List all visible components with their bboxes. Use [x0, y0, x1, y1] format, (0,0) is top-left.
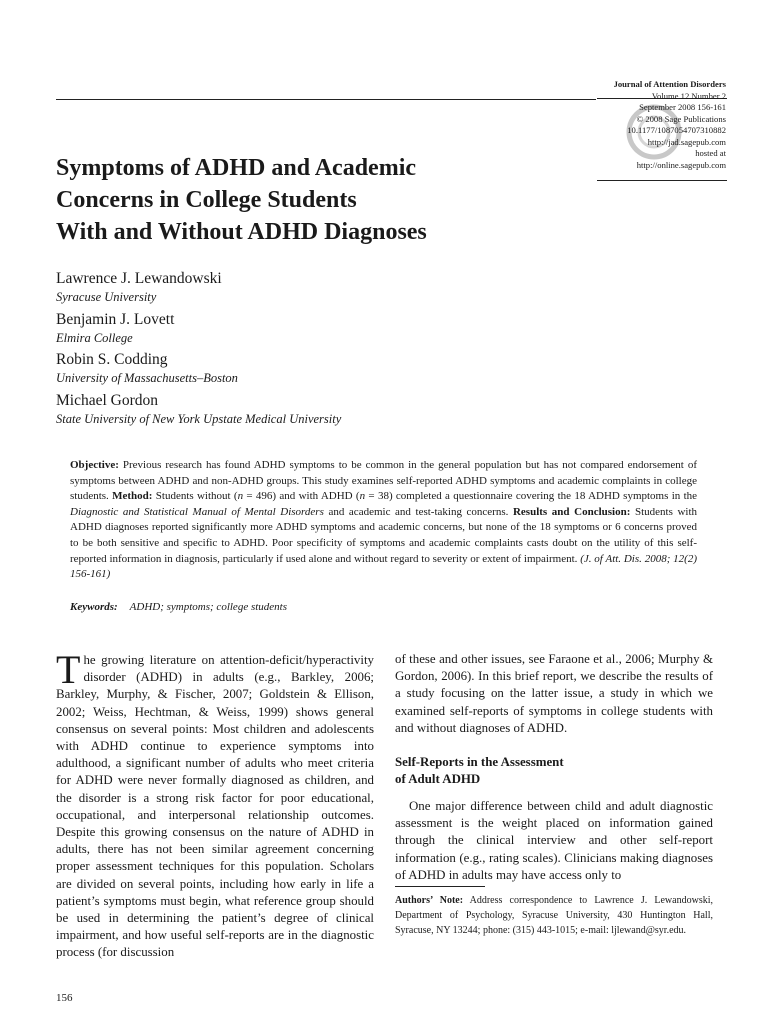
- journal-name: Journal of Attention Disorders: [613, 79, 726, 89]
- author-name: Robin S. Codding: [56, 351, 168, 368]
- section-heading: [395, 754, 713, 788]
- abstract-n-variable: n: [359, 490, 366, 503]
- article-title-line: Symptoms of ADHD and Academic: [56, 155, 417, 181]
- abstract-method-text: Students without (: [152, 490, 238, 503]
- abstract-n-value: = 496) and with ADHD (: [243, 490, 360, 503]
- abstract-n-variable: n: [237, 490, 244, 503]
- author-affiliation: State University of New York Upstate Medical University: [56, 412, 342, 426]
- page-number: 156: [56, 992, 73, 1004]
- journal-volume: Volume 12 Number 2: [651, 90, 726, 101]
- author-name: Michael Gordon: [56, 392, 159, 409]
- abstract-dsm-title: Diagnostic and Statistical Manual of Mental Disorders: [70, 505, 324, 518]
- author-name: Lawrence J. Lewandowski: [56, 270, 222, 287]
- keywords-values: ADHD; symptoms; college students: [129, 601, 288, 613]
- abstract-n-value: = 38) completed a questionnaire covering the 18 ADHD symptoms in the: [365, 490, 698, 503]
- authors-note-label: Authors’ Note:: [395, 895, 464, 906]
- authors-note-text: Address correspondence to Lawrence J. Lewandowski, Department of Psychology, Syracuse University, 430 Huntington Hall, Syracuse, NY 13244; phone: (315) 443-1015; e-mail: ljlewand@syr.edu.: [395, 895, 713, 936]
- article-title-line: With and Without ADHD Diagnoses: [56, 219, 427, 245]
- author-name: Benjamin J. Lovett: [56, 311, 175, 328]
- journal-date-pages: September 2008 156-161: [639, 102, 726, 112]
- section-heading-line: Self-Reports in the Assessment: [395, 755, 564, 769]
- header-rule: [56, 99, 596, 100]
- journal-block-bottom-rule: [597, 180, 727, 181]
- body-right-column: of these and other issues, see Faraone et al., 2006; Murphy & Gordon, 2006). In this brief report, we describe the results of a study focusing on the latter issue, a study in which we examined self-reports of symptoms in college students with and without diagnoses of ADHD.: [395, 652, 713, 735]
- author-affiliation: University of Massachusetts–Boston: [56, 371, 238, 385]
- journal-hosted-at: hosted at: [695, 148, 726, 158]
- abstract-results-text: Students with ADHD diagnoses reported significantly more ADHD symptoms and academic concerns, but none of the 18 symptoms or 6 concerns proved to be both sensitive and specific to ADHD. Poor specificity of symptoms and academic complaints casts doubt on the utility of this self-reported information in diagnosis, particularly if used alone and without regard to severity or extent of impairment.: [70, 505, 698, 565]
- journal-info-block: [556, 79, 726, 171]
- section-heading-line: of Adult ADHD: [395, 772, 481, 787]
- article-title-line: Concerns in College Students: [56, 187, 357, 213]
- journal-copyright: © 2008 Sage Publications: [636, 113, 726, 124]
- abstract-objective-text: Previous research has found ADHD symptoms to be common in the general population but has not compared endorsement of symptoms between ADHD and non-ADHD groups. This study examines self-reported ADHD symptoms and academic complaints in college students.: [70, 459, 697, 503]
- author-affiliation: Elmira College: [56, 331, 133, 345]
- abstract-objective-label: Objective:: [70, 459, 119, 471]
- abstract-results-label: Results and Conclusion:: [512, 505, 631, 518]
- body-paragraph: One major difference between child and adult diagnostic assessment is the weight placed on information gained through the clinical interview and other self-report information (e.g., rating scales). Clinicians making diagnoses of ADHD in adults may have access only to: [395, 799, 713, 882]
- footnote-rule: [395, 886, 485, 887]
- journal-url-link[interactable]: http://jad.sagepub.com: [647, 136, 726, 147]
- abstract-citation: (J. of Att. Dis. 2008; 12(2) 156-161): [70, 552, 697, 581]
- body-paragraph: he growing literature on attention-deficit/hyperactivity disorder (ADHD) in adults (e.g., Barkley, 2006; Barkley, Murphy, & Fischer, 2007; Goldstein & Ellison, 2002; Weiss, Hechtman, & Weiss, 1999) shows general consensus on several points: Most children and adolescents with ADHD continue to experience symptoms into adulthood, a significant number of adults who meet criteria for ADHD were never formally diagnosed as children, and the disorder is a strong risk factor for poor educational, occupational, and interpersonal relationship outcomes. Despite this growing consensus on the nature of ADHD in adults, there has not been similar agreement concerning proper assessment techniques for this population. Scholars are divided on several points, including how early in life a patient’s symptoms must begin, what reference group should be used in determining the patient’s degree of clinical impairment, and how useful self-reports are in the diagnostic process (for discussion: [56, 653, 374, 960]
- keywords: [70, 600, 670, 615]
- article-title: [56, 152, 576, 248]
- journal-doi: 10.1177/1087054707310882: [627, 125, 726, 135]
- journal-hosted-url-link[interactable]: http://online.sagepub.com: [636, 159, 726, 170]
- abstract-method-label: Method:: [112, 490, 153, 503]
- author-affiliation: Syracuse University: [56, 290, 157, 304]
- abstract-method-text: and academic and test-taking concerns.: [323, 505, 513, 518]
- authors-note: [395, 893, 713, 938]
- body-left-column: [56, 647, 374, 962]
- keywords-label: Keywords:: [70, 601, 118, 613]
- drop-cap: T: [56, 647, 81, 692]
- abstract: [70, 458, 697, 583]
